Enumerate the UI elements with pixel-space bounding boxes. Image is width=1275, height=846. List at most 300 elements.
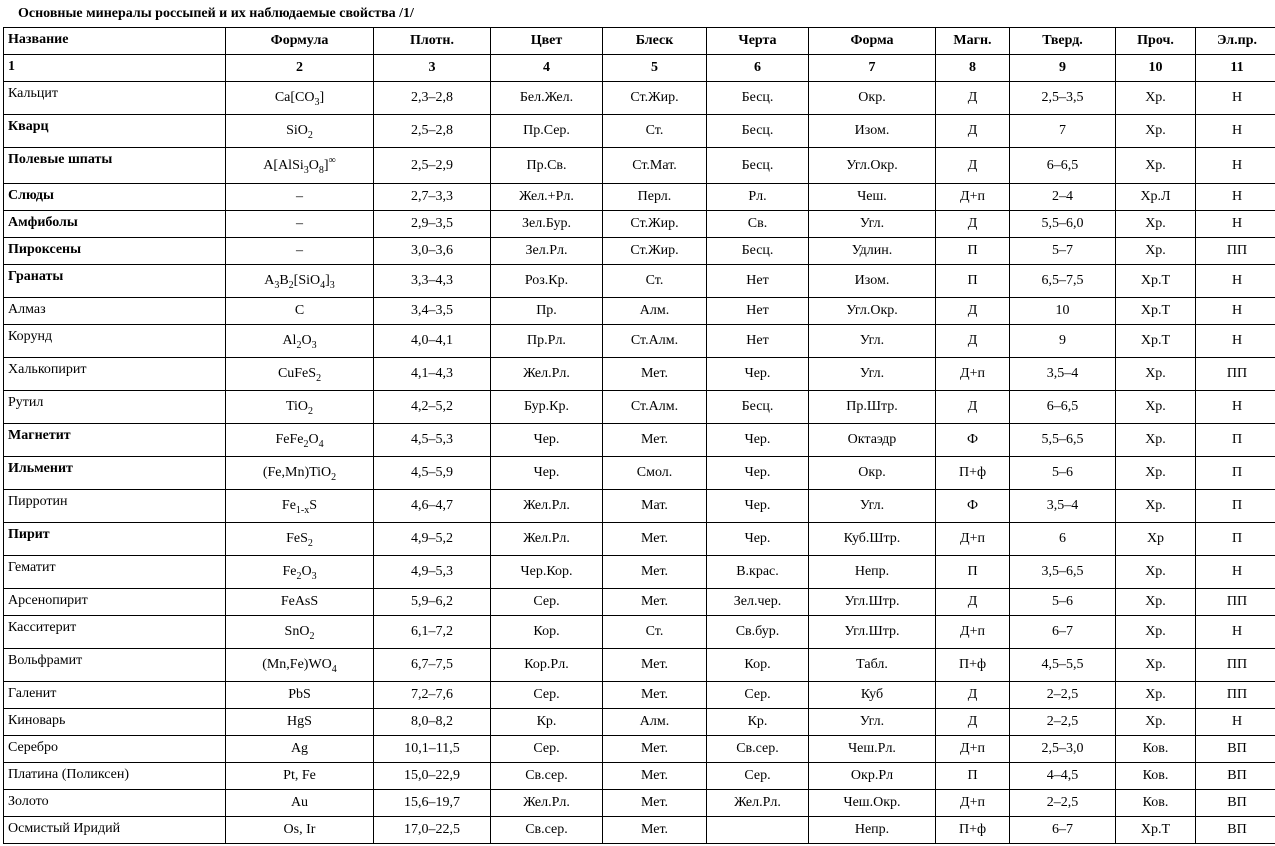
formula-part: – (296, 189, 303, 204)
column-header: Цвет (491, 28, 603, 55)
table-row (4, 211, 1275, 238)
streak: Бесц. (707, 82, 809, 115)
column-number: 5 (603, 55, 707, 82)
tenacity: Хр. (1116, 82, 1196, 115)
formula-part: Pt, Fe (283, 768, 316, 783)
mineral-formula (226, 298, 374, 325)
tenacity: Хр. (1116, 649, 1196, 682)
conductivity: ПП (1196, 682, 1275, 709)
mineral-formula (226, 391, 374, 424)
color: Пр. (491, 298, 603, 325)
mineral-formula (226, 358, 374, 391)
magnetism: П (936, 265, 1010, 298)
mineral-formula (226, 616, 374, 649)
luster: Мет. (603, 736, 707, 763)
formula-part: 3 (329, 280, 335, 291)
formula-part: 2 (307, 130, 313, 141)
luster: Мет. (603, 649, 707, 682)
conductivity: П (1196, 457, 1275, 490)
formula-part: 3 (274, 280, 280, 291)
table-row (4, 682, 1275, 709)
streak: Чер. (707, 490, 809, 523)
hardness: 6,5–7,5 (1010, 265, 1116, 298)
luster: Мет. (603, 589, 707, 616)
formula-part: O (301, 333, 312, 348)
mineral-name: Корунд (4, 325, 226, 358)
hardness: 5,5–6,0 (1010, 211, 1116, 238)
mineral-formula (226, 148, 374, 184)
conductivity: ВП (1196, 817, 1275, 844)
conductivity: П (1196, 523, 1275, 556)
color: Чер. (491, 424, 603, 457)
formula-part: (Mn,Fe)WO (262, 657, 332, 672)
column-header: Название (4, 28, 226, 55)
formula-part: 3 (314, 97, 320, 108)
tenacity: Хр.Т (1116, 325, 1196, 358)
color: Жел.Рл. (491, 358, 603, 391)
table-row (4, 709, 1275, 736)
column-number: 7 (809, 55, 936, 82)
density: 4,2–5,2 (374, 391, 491, 424)
mineral-name: Осмистый Иридий (4, 817, 226, 844)
mineral-name: Кварц (4, 115, 226, 148)
mineral-name: Пирротин (4, 490, 226, 523)
mineral-name: Золото (4, 790, 226, 817)
shape: Удлин. (809, 238, 936, 265)
formula-part: 8 (318, 164, 324, 176)
hardness: 5–6 (1010, 457, 1116, 490)
magnetism: П+ф (936, 817, 1010, 844)
table-row (4, 736, 1275, 763)
formula-part: B (279, 273, 289, 288)
mineral-formula (226, 325, 374, 358)
table-row (4, 589, 1275, 616)
formula-part: SiO (286, 123, 308, 138)
streak: Бесц. (707, 115, 809, 148)
tenacity: Хр (1116, 523, 1196, 556)
formula-part: 2 (288, 280, 294, 291)
formula-part: FeFe (275, 432, 304, 447)
hardness: 3,5–6,5 (1010, 556, 1116, 589)
tenacity: Хр. (1116, 682, 1196, 709)
streak: Бесц. (707, 148, 809, 184)
color: Зел.Бур. (491, 211, 603, 238)
hardness: 5–7 (1010, 238, 1116, 265)
streak: Нет (707, 265, 809, 298)
tenacity: Хр. (1116, 457, 1196, 490)
color: Кр. (491, 709, 603, 736)
column-number: 8 (936, 55, 1010, 82)
column-number: 1 (4, 55, 226, 82)
shape: Угл. (809, 358, 936, 391)
streak: Рл. (707, 184, 809, 211)
color: Кор. (491, 616, 603, 649)
mineral-formula (226, 490, 374, 523)
magnetism: П (936, 556, 1010, 589)
density: 4,6–4,7 (374, 490, 491, 523)
table-row (4, 265, 1275, 298)
formula-part: Fe (281, 498, 296, 513)
luster: Алм. (603, 709, 707, 736)
magnetism: П (936, 238, 1010, 265)
tenacity: Ков. (1116, 763, 1196, 790)
mineral-name: Серебро (4, 736, 226, 763)
hardness: 4,5–5,5 (1010, 649, 1116, 682)
formula-part: 4 (331, 664, 337, 675)
column-header: Плотн. (374, 28, 491, 55)
luster: Мет. (603, 817, 707, 844)
formula-part: Au (290, 795, 309, 810)
conductivity: Н (1196, 184, 1275, 211)
color: Бур.Кр. (491, 391, 603, 424)
formula-part: TiO (285, 399, 309, 414)
magnetism: Д+п (936, 736, 1010, 763)
formula-part: CuFeS (277, 366, 317, 381)
conductivity: Н (1196, 82, 1275, 115)
mineral-name: Галенит (4, 682, 226, 709)
tenacity: Хр.Л (1116, 184, 1196, 211)
color: Жел.Рл. (491, 490, 603, 523)
formula-part: (Fe,Mn)TiO (262, 465, 332, 480)
hardness: 2–2,5 (1010, 709, 1116, 736)
formula-part: ] (319, 90, 325, 105)
shape: Окр. (809, 457, 936, 490)
magnetism: П+ф (936, 649, 1010, 682)
mineral-formula (226, 265, 374, 298)
density: 6,7–7,5 (374, 649, 491, 682)
conductivity: ВП (1196, 763, 1275, 790)
mineral-name: Гранаты (4, 265, 226, 298)
table-row (4, 358, 1275, 391)
streak: В.крас. (707, 556, 809, 589)
magnetism: Д (936, 391, 1010, 424)
column-number: 9 (1010, 55, 1116, 82)
shape: Куб.Штр. (809, 523, 936, 556)
magnetism: Д (936, 82, 1010, 115)
mineral-name: Касситерит (4, 616, 226, 649)
mineral-formula (226, 682, 374, 709)
density: 4,5–5,9 (374, 457, 491, 490)
mineral-name: Магнетит (4, 424, 226, 457)
formula-part: 2 (296, 571, 302, 582)
formula-part: 3 (311, 571, 317, 582)
streak: Зел.чер. (707, 589, 809, 616)
shape: Угл. (809, 325, 936, 358)
shape: Непр. (809, 556, 936, 589)
mineral-name: Амфиболы (4, 211, 226, 238)
column-number: 2 (226, 55, 374, 82)
luster: Ст.Жир. (603, 82, 707, 115)
density: 17,0–22,5 (374, 817, 491, 844)
tenacity: Хр. (1116, 238, 1196, 265)
magnetism: П (936, 763, 1010, 790)
column-header: Тверд. (1010, 28, 1116, 55)
tenacity: Хр. (1116, 424, 1196, 457)
formula-part: O (301, 564, 312, 579)
density: 15,6–19,7 (374, 790, 491, 817)
column-number: 10 (1116, 55, 1196, 82)
mineral-formula (226, 817, 374, 844)
tenacity: Хр. (1116, 556, 1196, 589)
shape: Угл. (809, 211, 936, 238)
mineral-formula (226, 709, 374, 736)
streak: Чер. (707, 523, 809, 556)
formula-part: 3 (303, 164, 309, 176)
column-header: Формула (226, 28, 374, 55)
mineral-formula (226, 457, 374, 490)
luster: Мет. (603, 523, 707, 556)
luster: Ст.Жир. (603, 238, 707, 265)
formula-part: 4 (318, 439, 324, 450)
table-row (4, 556, 1275, 589)
mineral-formula (226, 589, 374, 616)
mineral-formula (226, 790, 374, 817)
hardness: 6–6,5 (1010, 148, 1116, 184)
mineral-formula (226, 556, 374, 589)
streak: Св.сер. (707, 736, 809, 763)
column-number: 3 (374, 55, 491, 82)
formula-part: 2 (331, 472, 337, 483)
luster: Мет. (603, 556, 707, 589)
tenacity: Хр. (1116, 211, 1196, 238)
streak: Чер. (707, 457, 809, 490)
formula-part: 1-x (295, 505, 310, 516)
luster: Ст. (603, 115, 707, 148)
formula-part: Os, Ir (283, 822, 316, 837)
shape: Куб (809, 682, 936, 709)
table-row (4, 325, 1275, 358)
formula-part: SnO (284, 624, 310, 639)
conductivity: П (1196, 424, 1275, 457)
column-number: 6 (707, 55, 809, 82)
mineral-formula (226, 184, 374, 211)
tenacity: Хр. (1116, 616, 1196, 649)
table-title: Основные минералы россыпей и их наблюдаемые свойства /1/ (18, 6, 414, 21)
density: 5,9–6,2 (374, 589, 491, 616)
magnetism: П+ф (936, 457, 1010, 490)
tenacity: Хр. (1116, 490, 1196, 523)
streak: Чер. (707, 358, 809, 391)
mineral-formula (226, 649, 374, 682)
mineral-name: Полевые шпаты (4, 148, 226, 184)
formula-part: Al (282, 333, 297, 348)
formula-part: O (308, 432, 319, 447)
formula-part: Ag (290, 741, 309, 756)
formula-part: Fe (282, 564, 297, 579)
formula-part: FeAsS (280, 594, 319, 609)
formula-part: 4 (320, 280, 326, 291)
mineral-formula (226, 238, 374, 265)
hardness: 3,5–4 (1010, 358, 1116, 391)
tenacity: Хр. (1116, 148, 1196, 184)
shape: Чеш. (809, 184, 936, 211)
magnetism: Д (936, 709, 1010, 736)
table-row (4, 817, 1275, 844)
shape: Угл.Окр. (809, 148, 936, 184)
density: 2,5–2,9 (374, 148, 491, 184)
density: 3,3–4,3 (374, 265, 491, 298)
formula-part: A (264, 273, 275, 288)
shape: Окр.Рл (809, 763, 936, 790)
hardness: 2–4 (1010, 184, 1116, 211)
magnetism: Д+п (936, 184, 1010, 211)
formula-part: 2 (307, 538, 313, 549)
density: 2,3–2,8 (374, 82, 491, 115)
mineral-name: Вольфрамит (4, 649, 226, 682)
streak: Бесц. (707, 391, 809, 424)
density: 7,2–7,6 (374, 682, 491, 709)
minerals-table (3, 27, 1275, 844)
hardness: 2–2,5 (1010, 790, 1116, 817)
shape: Угл.Окр. (809, 298, 936, 325)
hardness: 6–6,5 (1010, 391, 1116, 424)
table-row (4, 616, 1275, 649)
color: Бел.Жел. (491, 82, 603, 115)
streak: Кр. (707, 709, 809, 736)
mineral-formula (226, 523, 374, 556)
density: 10,1–11,5 (374, 736, 491, 763)
color: Сер. (491, 682, 603, 709)
tenacity: Ков. (1116, 736, 1196, 763)
magnetism: Д (936, 148, 1010, 184)
conductivity: Н (1196, 556, 1275, 589)
density: 8,0–8,2 (374, 709, 491, 736)
conductivity: ПП (1196, 238, 1275, 265)
luster: Мат. (603, 490, 707, 523)
streak: Чер. (707, 424, 809, 457)
mineral-formula (226, 115, 374, 148)
hardness: 10 (1010, 298, 1116, 325)
table-row (4, 424, 1275, 457)
hardness: 9 (1010, 325, 1116, 358)
luster: Мет. (603, 358, 707, 391)
shape: Непр. (809, 817, 936, 844)
column-header: Проч. (1116, 28, 1196, 55)
color: Пр.Рл. (491, 325, 603, 358)
hardness: 6 (1010, 523, 1116, 556)
streak: Сер. (707, 682, 809, 709)
shape: Чеш.Рл. (809, 736, 936, 763)
magnetism: Д (936, 298, 1010, 325)
mineral-name: Киноварь (4, 709, 226, 736)
streak: Кор. (707, 649, 809, 682)
conductivity: П (1196, 490, 1275, 523)
mineral-formula (226, 736, 374, 763)
conductivity: ПП (1196, 649, 1275, 682)
magnetism: Д (936, 325, 1010, 358)
table-row (4, 82, 1275, 115)
formula-part: – (296, 243, 303, 258)
table-row (4, 115, 1275, 148)
conductivity: Н (1196, 709, 1275, 736)
table-row (4, 298, 1275, 325)
shape: Угл.Штр. (809, 616, 936, 649)
table-row (4, 148, 1275, 184)
color: Пр.Сер. (491, 115, 603, 148)
formula-part: [SiO (293, 273, 321, 288)
color: Чер. (491, 457, 603, 490)
conductivity: Н (1196, 325, 1275, 358)
column-number: 11 (1196, 55, 1275, 82)
mineral-name: Пироксены (4, 238, 226, 265)
mineral-name: Ильменит (4, 457, 226, 490)
conductivity: Н (1196, 616, 1275, 649)
magnetism: Д (936, 115, 1010, 148)
density: 4,0–4,1 (374, 325, 491, 358)
table-row (4, 649, 1275, 682)
formula-part: 2 (316, 373, 322, 384)
mineral-name: Алмаз (4, 298, 226, 325)
hardness: 7 (1010, 115, 1116, 148)
color: Пр.Св. (491, 148, 603, 184)
luster: Ст.Алм. (603, 391, 707, 424)
magnetism: Д+п (936, 790, 1010, 817)
luster: Мет. (603, 790, 707, 817)
hardness: 2–2,5 (1010, 682, 1116, 709)
shape: Октаэдр (809, 424, 936, 457)
formula-part: S (309, 498, 318, 513)
magnetism: Д+п (936, 616, 1010, 649)
luster: Ст.Алм. (603, 325, 707, 358)
streak: Бесц. (707, 238, 809, 265)
table-row (4, 523, 1275, 556)
streak (707, 817, 809, 844)
conductivity: Н (1196, 211, 1275, 238)
streak: Нет (707, 325, 809, 358)
density: 6,1–7,2 (374, 616, 491, 649)
mineral-name: Кальцит (4, 82, 226, 115)
hardness: 5–6 (1010, 589, 1116, 616)
shape: Угл.Штр. (809, 589, 936, 616)
tenacity: Хр.Т (1116, 265, 1196, 298)
luster: Ст.Мат. (603, 148, 707, 184)
streak: Св.бур. (707, 616, 809, 649)
column-number-row (4, 55, 1275, 82)
luster: Алм. (603, 298, 707, 325)
mineral-formula (226, 211, 374, 238)
formula-part: 2 (296, 340, 302, 351)
mineral-name: Арсенопирит (4, 589, 226, 616)
luster: Ст. (603, 265, 707, 298)
density: 2,7–3,3 (374, 184, 491, 211)
tenacity: Ков. (1116, 790, 1196, 817)
tenacity: Хр. (1116, 391, 1196, 424)
column-header: Блеск (603, 28, 707, 55)
luster: Мет. (603, 682, 707, 709)
streak: Св. (707, 211, 809, 238)
hardness: 3,5–4 (1010, 490, 1116, 523)
mineral-name: Платина (Поликсен) (4, 763, 226, 790)
shape: Изом. (809, 265, 936, 298)
mineral-formula (226, 424, 374, 457)
mineral-formula (226, 82, 374, 115)
tenacity: Хр. (1116, 115, 1196, 148)
formula-part: FeS (286, 531, 308, 546)
magnetism: Д+п (936, 523, 1010, 556)
color: Роз.Кр. (491, 265, 603, 298)
color: Жел.Рл. (491, 790, 603, 817)
column-header: Черта (707, 28, 809, 55)
conductivity: ПП (1196, 358, 1275, 391)
formula-part: O (308, 157, 319, 173)
color: Кор.Рл. (491, 649, 603, 682)
tenacity: Хр. (1116, 589, 1196, 616)
color: Св.сер. (491, 763, 603, 790)
mineral-formula (226, 763, 374, 790)
streak: Жел.Рл. (707, 790, 809, 817)
formula-part: HgS (287, 714, 312, 729)
mineral-name: Гематит (4, 556, 226, 589)
